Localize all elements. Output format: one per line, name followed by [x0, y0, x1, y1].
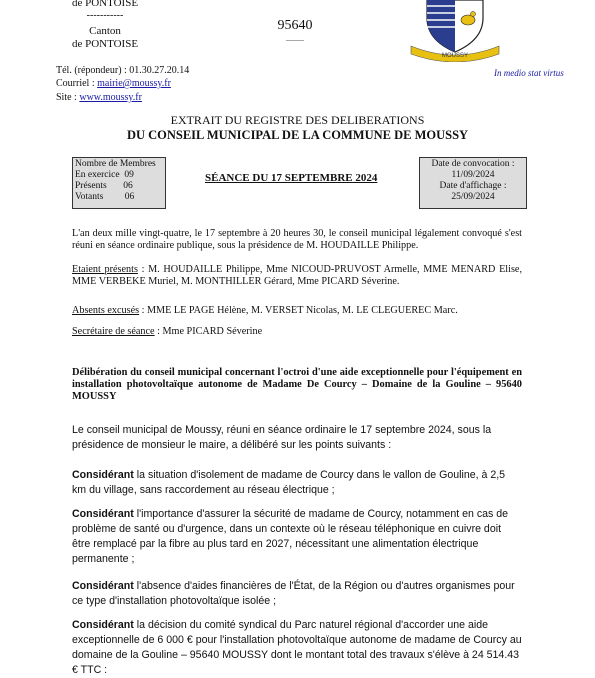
considerant-4 — [72, 618, 522, 678]
considerant-1-text: la situation d'isolement de madame de Courcy dans le vallon de Gouline, à 2,5 km du village, sans raccordement au réseau électrique ; — [72, 469, 506, 496]
considerant-word: Considérant — [72, 469, 134, 481]
members-exercice: En exercice 09 — [75, 170, 134, 180]
seance-title: SÉANCE DU 17 SEPTEMBRE 2024 — [205, 172, 378, 184]
site-link[interactable]: www.moussy.fr — [79, 92, 142, 103]
canton-top: de PONTOISE — [71, 0, 139, 9]
considerant-4-text: la décision du comité syndical du Parc naturel régional d'accorder une aide exceptionnelle de 6 000 € pour l'installation photovoltaïque autonome de madame de Courcy au domaine de la Gouline – 95640 MOUSSY dont le montant total des travaux s'élève à 24 514.43 € TTC : — [72, 619, 522, 676]
affichage-label: Date d'affichage : — [439, 181, 507, 191]
members-presents: Présents 06 — [75, 181, 133, 191]
considerant-3-text: l'absence d'aides financières de l'État, de la Région ou d'autres organismes pour ce type d'installation photovoltaïque isolée ; — [72, 580, 515, 607]
secretaire-paragraph — [72, 326, 522, 338]
convocation-label: Date de convocation : — [431, 159, 515, 169]
affichage-date: 25/09/2024 — [451, 192, 495, 202]
considerant-word: Considérant — [72, 580, 134, 592]
considerant-word: Considérant — [72, 508, 134, 520]
members-votants: Votants 06 — [75, 192, 135, 202]
postal-underline — [286, 40, 304, 41]
motto: In medio stat virtus — [494, 68, 564, 78]
canton-label: Canton — [89, 25, 121, 37]
secretaire-label: Secrétaire de séance — [72, 326, 155, 337]
phone-number: Tél. (répondeur) : 01.30.27.20.14 — [56, 65, 190, 76]
postal-code: 95640 — [277, 18, 313, 33]
members-heading: Nombre de Membres — [75, 159, 156, 169]
canton-bottom: de PONTOISE — [71, 38, 139, 50]
members-box — [72, 157, 166, 209]
email-label: Courriel : — [56, 78, 98, 89]
email-line — [56, 78, 171, 89]
register-title: EXTRAIT DU REGISTRE DES DELIBERATIONS — [170, 113, 425, 127]
crest-logo — [405, 0, 505, 62]
absents-paragraph — [72, 305, 522, 317]
presents-paragraph — [72, 264, 522, 288]
deliberation-title: Délibération du conseil municipal concernant l'octroi d'une aide exceptionnelle pour l'équipement en installation photovoltaïque autonome de Madame De Courcy – Domaine de la Gouline – 95640 MOUSSY — [72, 367, 522, 403]
considerant-2-text: l'importance d'assurer la sécurité de madame de Courcy, notamment en cas de problème de santé ou d'urgence, dans un contexte où le réseau téléphonique en cuivre doit être remplacé par la fibre au plus tard en 2027, nécessitant une alimentation électrique permanente ; — [72, 508, 509, 565]
preamble: Le conseil municipal de Moussy, réuni en séance ordinaire le 17 septembre 2024, sous la présidence de monsieur le maire, a délibéré sur les points suivants : — [72, 424, 492, 451]
considerant-3 — [72, 579, 522, 609]
council-title: DU CONSEIL MUNICIPAL DE LA COMMUNE DE MOUSSY — [126, 128, 469, 142]
presents-text: : M. HOUDAILLE Philippe, Mme NICOUD-PRUVOST Armelle, MME MENARD Elise, MME VERBEKE Muriel, M. MONTHILLER Gérard, Mme PICARD Séverine. — [72, 264, 523, 288]
header-separator: ----------- — [86, 10, 124, 21]
email-link[interactable]: mairie@moussy.fr — [97, 78, 171, 89]
convocation-date: 11/09/2024 — [451, 170, 495, 180]
presents-label: Etaient présents — [72, 264, 138, 275]
crest-icon — [405, 0, 505, 62]
secretaire-text: : Mme PICARD Séverine — [154, 326, 263, 337]
site-label: Site : — [56, 92, 80, 103]
absents-text: : MME LE PAGE Hélène, M. VERSET Nicolas, M. LE CLEGUEREC Marc. — [139, 305, 458, 316]
considerant-1 — [72, 468, 522, 498]
crest-banner-text: MOUSSY — [441, 53, 469, 59]
site-line — [56, 92, 142, 103]
considerant-word: Considérant — [72, 619, 134, 631]
absents-label: Absents excusés — [72, 305, 140, 316]
dates-box — [419, 157, 527, 209]
considerant-2 — [72, 507, 522, 567]
intro-paragraph: L'an deux mille vingt-quatre, le 17 septembre à 20 heures 30, le conseil municipal légalement convoqué s'est réuni en séance ordinaire publique, sous la présidence de M. HOUDAILLE Philippe. — [72, 228, 522, 252]
